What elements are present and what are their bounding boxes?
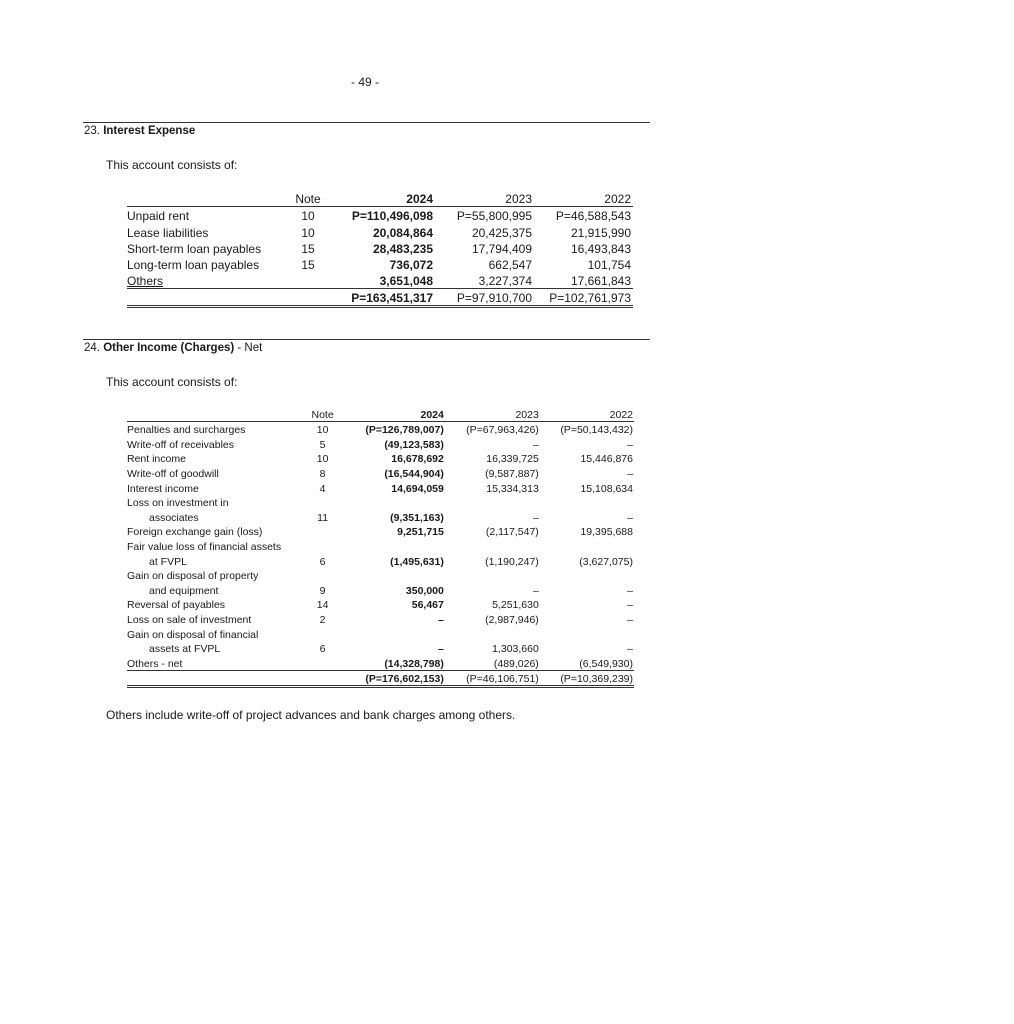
row-value-2022: 15,108,634 — [580, 482, 633, 495]
table-row — [127, 568, 634, 583]
row-value-2023: 20,425,375 — [471, 225, 532, 240]
row-label: Long-term loan payables — [127, 257, 260, 272]
row-value-2022: – — [627, 643, 633, 656]
row-value-2024 — [342, 568, 448, 583]
section-24-intro: This account consists of: — [106, 375, 238, 389]
total-2023: P=97,910,700 — [435, 289, 534, 307]
row-note: 6 — [319, 643, 326, 656]
row-value-2022: – — [627, 438, 633, 451]
row-value-2024: (9,351,163) — [390, 511, 444, 524]
row-note: 10 — [316, 453, 329, 466]
row-value-2022 — [543, 538, 634, 553]
row-note: 9 — [319, 584, 326, 597]
section-23-intro: This account consists of: — [106, 158, 238, 172]
table-row — [127, 597, 634, 612]
total-label-cell — [127, 289, 290, 307]
row-note — [303, 538, 342, 553]
row-label: Loss on sale of investment — [127, 613, 252, 626]
row-value-2024: P=110,496,098 — [351, 209, 433, 224]
table-row — [127, 272, 633, 289]
table-row — [127, 626, 634, 641]
row-value-2022: – — [627, 467, 633, 480]
row-label: assets at FVPL — [149, 643, 221, 656]
row-value-2023: 662,547 — [488, 257, 532, 272]
row-value-2023: (1,190,247) — [485, 555, 539, 568]
page-number: - 49 - — [350, 75, 379, 89]
total-note-cell — [303, 670, 342, 687]
row-value-2022: 101,754 — [587, 257, 631, 272]
row-value-2024: (14,328,798) — [342, 655, 448, 670]
row-label: Rent income — [127, 453, 186, 466]
header-note: Note — [303, 406, 342, 421]
row-value-2022: 16,493,843 — [570, 241, 631, 256]
header-2022: 2022 — [543, 406, 634, 421]
row-value-2022: (6,549,930) — [543, 655, 634, 670]
row-value-2023: – — [532, 584, 539, 597]
row-value-2024 — [342, 538, 448, 553]
table-row — [127, 611, 634, 626]
header-2023: 2023 — [448, 406, 543, 421]
row-note: 15 — [301, 257, 315, 272]
row-value-2022: (3,627,075) — [579, 555, 633, 568]
header-2023: 2023 — [435, 190, 534, 207]
row-label: at FVPL — [149, 555, 187, 568]
row-value-2023: (2,987,946) — [485, 613, 539, 626]
row-value-2024: 14,694,059 — [391, 482, 444, 495]
header-note: Note — [290, 190, 326, 207]
row-value-2023 — [448, 626, 543, 641]
table-row — [127, 582, 634, 597]
total-2022: (P=10,369,239) — [543, 670, 634, 687]
row-value-2024: (1,495,631) — [390, 555, 444, 568]
row-value-2024: – — [438, 643, 444, 656]
table-row — [127, 553, 634, 568]
table-row — [127, 256, 633, 272]
row-label: Reversal of payables — [127, 599, 226, 612]
header-2024: 2024 — [326, 190, 435, 207]
total-note-cell — [290, 289, 326, 307]
row-value-2023: 15,334,313 — [486, 482, 539, 495]
section-24-title-suffix: - Net — [234, 342, 263, 354]
row-note — [303, 495, 342, 510]
interest-expense-table — [127, 190, 633, 308]
row-value-2022: (P=50,143,432) — [560, 424, 633, 437]
section-24-footer-note: Others include write-off of project advances and bank charges among others. — [106, 708, 516, 722]
row-value-2023 — [448, 495, 543, 510]
row-note: 14 — [316, 599, 329, 612]
total-row — [127, 289, 633, 307]
row-value-2022: 21,915,990 — [570, 225, 631, 240]
row-note: 10 — [316, 424, 329, 437]
row-value-2022: – — [627, 613, 633, 626]
section-23-heading — [84, 125, 195, 137]
header-2024: 2024 — [342, 406, 448, 421]
row-value-2023 — [448, 568, 543, 583]
row-value-2023: 17,794,409 — [471, 241, 532, 256]
row-value-2023: 5,251,630 — [492, 599, 539, 612]
row-value-2022: – — [627, 584, 633, 597]
section-23-number: 23. — [84, 125, 100, 137]
row-value-2022 — [543, 626, 634, 641]
row-value-2024: 9,251,715 — [397, 526, 444, 539]
row-label: Write-off of goodwill — [127, 467, 219, 480]
row-value-2024: (P=126,789,007) — [365, 424, 444, 437]
table-row — [127, 451, 634, 466]
row-value-2023: 3,227,374 — [435, 272, 534, 289]
row-value-2024: 28,483,235 — [372, 241, 433, 256]
table-row — [127, 538, 634, 553]
row-note: 8 — [319, 467, 326, 480]
row-value-2022 — [543, 495, 634, 510]
row-label: Unpaid rent — [127, 209, 190, 224]
row-value-2023: – — [532, 511, 539, 524]
row-value-2024: 20,084,864 — [372, 225, 433, 240]
row-label: Gain on disposal of financial — [127, 628, 259, 641]
header-label-cell — [127, 406, 303, 421]
row-note — [303, 655, 342, 670]
row-value-2022: – — [627, 511, 633, 524]
total-2022: P=102,761,973 — [534, 289, 633, 307]
row-label: Fair value loss of financial assets — [127, 540, 282, 553]
section-24-heading — [84, 342, 262, 354]
row-value-2024: (49,123,583) — [384, 438, 444, 451]
row-value-2023: 16,339,725 — [486, 453, 539, 466]
total-label-cell — [127, 670, 303, 687]
row-label: associates — [149, 511, 199, 524]
row-label: Others — [127, 272, 290, 289]
row-value-2022: – — [627, 599, 633, 612]
table-row — [127, 509, 634, 524]
row-value-2024: 736,072 — [389, 257, 433, 272]
total-2024: (P=176,602,153) — [342, 670, 448, 687]
row-label: Others - net — [127, 655, 303, 670]
section-23-rule — [83, 122, 650, 123]
total-2024: P=163,451,317 — [326, 289, 435, 307]
row-value-2024: (16,544,904) — [384, 467, 444, 480]
row-value-2024: 56,467 — [411, 599, 444, 612]
table-row — [127, 436, 634, 451]
row-label: Interest income — [127, 482, 199, 495]
table-row — [127, 524, 634, 539]
total-row — [127, 670, 634, 687]
row-value-2023 — [448, 538, 543, 553]
table-row — [127, 207, 633, 224]
table-row — [127, 465, 634, 480]
other-income-table — [127, 406, 634, 688]
row-note: 4 — [319, 482, 326, 495]
table-row — [127, 223, 633, 239]
row-note: 11 — [317, 511, 329, 524]
row-value-2022: 15,446,876 — [580, 453, 633, 466]
row-value-2024: 350,000 — [405, 584, 444, 597]
header-2022: 2022 — [534, 190, 633, 207]
table-header-row — [127, 190, 633, 207]
row-value-2022: 17,661,843 — [534, 272, 633, 289]
row-value-2023: (489,026) — [448, 655, 543, 670]
row-value-2022: P=46,588,543 — [555, 209, 631, 224]
row-value-2024 — [342, 495, 448, 510]
row-note — [303, 626, 342, 641]
row-note: 5 — [319, 438, 326, 451]
row-value-2023: 1,303,660 — [492, 643, 539, 656]
section-23-title: Interest Expense — [103, 125, 196, 137]
table-row — [127, 495, 634, 510]
row-label: Write-off of receivables — [127, 438, 234, 451]
row-value-2022 — [543, 568, 634, 583]
row-value-2024 — [342, 626, 448, 641]
row-value-2023: P=55,800,995 — [456, 209, 532, 224]
row-note: 6 — [319, 555, 326, 568]
row-value-2024: – — [438, 613, 444, 626]
row-note: 2 — [319, 613, 326, 626]
row-note: 10 — [301, 209, 315, 224]
table-header-row — [127, 406, 634, 421]
row-label: and equipment — [149, 584, 219, 597]
row-label: Loss on investment in — [127, 497, 229, 510]
row-value-2022: 19,395,688 — [580, 526, 633, 539]
total-2023: (P=46,106,751) — [448, 670, 543, 687]
section-24-title: Other Income (Charges) — [103, 342, 235, 354]
row-value-2023: (2,117,547) — [485, 526, 539, 539]
table-row — [127, 480, 634, 495]
row-value-2024: 3,651,048 — [326, 272, 435, 289]
row-value-2023: – — [532, 438, 539, 451]
row-label: Lease liabilities — [127, 225, 209, 240]
row-note: 15 — [301, 241, 315, 256]
header-label-cell — [127, 190, 290, 207]
section-24-rule — [83, 339, 650, 340]
row-note — [303, 524, 342, 539]
table-row — [127, 641, 634, 656]
section-24-number: 24. — [84, 342, 100, 354]
row-value-2023: (P=67,963,426) — [466, 424, 539, 437]
row-note: 10 — [301, 225, 315, 240]
row-label: Short-term loan payables — [127, 241, 262, 256]
table-row — [127, 421, 634, 436]
row-label: Foreign exchange gain (loss) — [127, 526, 263, 539]
row-note — [290, 272, 326, 289]
table-row — [127, 240, 633, 256]
table-row — [127, 655, 634, 670]
row-value-2023: (9,587,887) — [485, 467, 539, 480]
row-label: Penalties and surcharges — [127, 424, 246, 437]
row-note — [303, 568, 342, 583]
row-value-2024: 16,678,692 — [391, 453, 444, 466]
row-label: Gain on disposal of property — [127, 570, 259, 583]
